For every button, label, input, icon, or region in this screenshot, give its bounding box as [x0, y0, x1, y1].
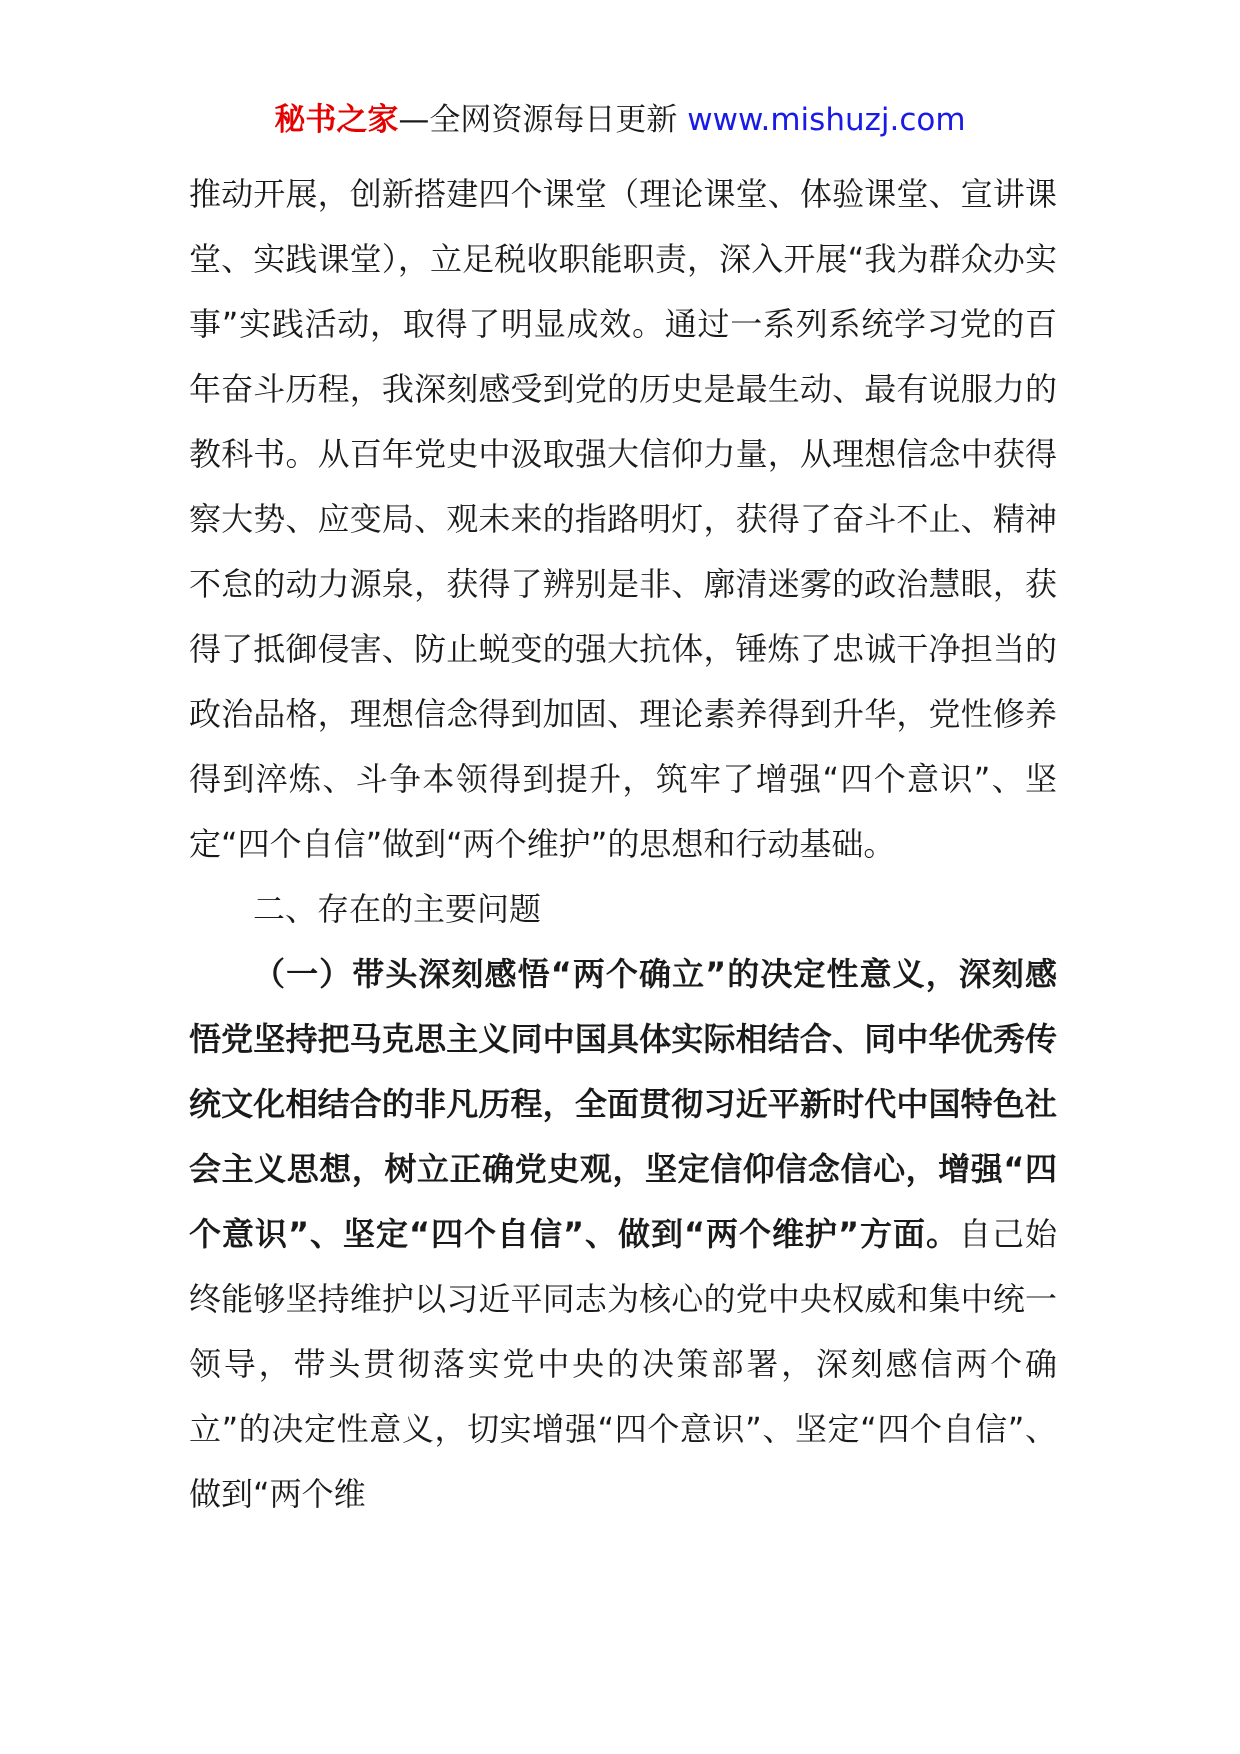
- paragraph-body-text: 自己始终能够坚持维护以习近平同志为核心的党中央权威和集中统一领导，带头贯彻落实党中央的决策部署，深刻感信两个确立”的决定性意义，切实增强“四个意识”、坚定“四个自信”、做到“两个维: [189, 1215, 1057, 1513]
- page-header: [0, 98, 1240, 142]
- paragraph-bold-lead: （一）带头深刻感悟“两个确立”的决定性意义，深刻感悟党坚持把马克思主义同中国具体实际相结合、同中华优秀传统文化相结合的非凡历程，全面贯彻习近平新时代中国特色社会主义思想，树立正确党史观，坚定信仰信念信心，增强“四个意识”、坚定“四个自信”、做到“两个维护”方面。: [189, 955, 1057, 1253]
- paragraph-continuation: 推动开展，创新搭建四个课堂（理论课堂、体验课堂、宣讲课堂、实践课堂），立足税收职能职责，深入开展“我为群众办实事”实践活动，取得了明显成效。通过一系列系统学习党的百年奋斗历程，我深刻感受到党的历史是最生动、最有说服力的教科书。从百年党史中汲取强大信仰力量，从理想信念中获得察大势、应变局、观未来的指路明灯，获得了奋斗不止、精神不怠的动力源泉，获得了辨别是非、廓清迷雾的政治慧眼，获得了抵御侵害、防止蜕变的强大抗体，锤炼了忠诚干净担当的政治品格，理想信念得到加固、理论素养得到升华，党性修养得到淬炼、斗争本领得到提升，筑牢了增强“四个意识”、坚定“四个自信”做到“两个维护”的思想和行动基础。: [189, 175, 1057, 863]
- section-heading: 二、存在的主要问题: [253, 890, 542, 928]
- header-brand: 秘书之家: [274, 102, 399, 138]
- paragraph-problem-1: [189, 942, 1057, 1527]
- header-url[interactable]: www.mishuzj.com: [687, 102, 966, 138]
- document-body: [189, 162, 1057, 1527]
- header-slogan: —全网资源每日更新: [398, 102, 688, 138]
